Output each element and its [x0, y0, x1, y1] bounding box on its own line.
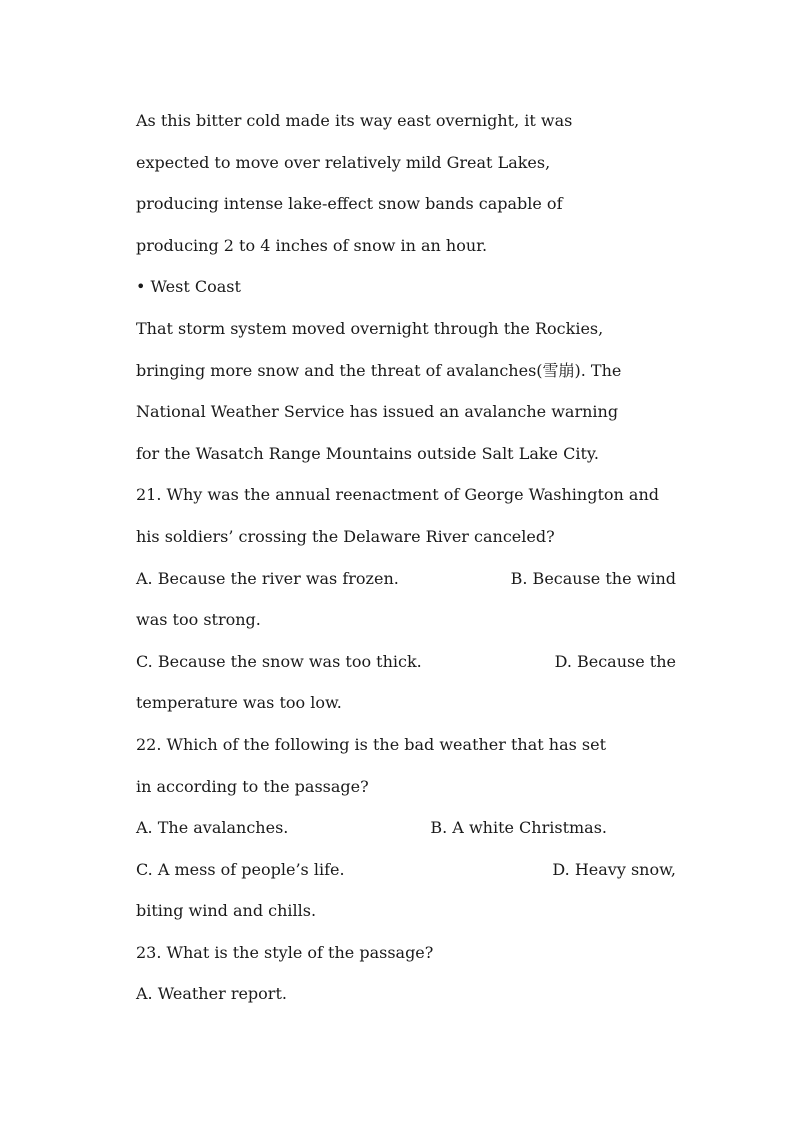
paragraph-line: producing 2 to 4 inches of snow in an hour.: [136, 235, 488, 255]
paragraph-line: National Weather Service has issued an avalanche warning: [136, 402, 619, 422]
paragraph-line: for the Wasatch Range Mountains outside Salt Lake City.: [136, 443, 599, 463]
option-d: D. Because the: [554, 651, 676, 671]
option-c: C. A mess of people’s life.: [136, 859, 345, 879]
paragraph-line: As this bitter cold made its way east overnight, it was: [136, 111, 573, 130]
question-23-text: 23. What is the style of the passage?: [136, 942, 434, 962]
option-d: D. Heavy snow,: [552, 859, 676, 879]
question-22-options-row: [136, 849, 676, 891]
option-d-continuation: biting wind and chills.: [136, 901, 317, 921]
question-21-options-row: [136, 641, 676, 683]
option-a: A. Because the river was frozen.: [136, 568, 399, 588]
option-c: C. Because the snow was too thick.: [136, 651, 422, 671]
question-21-options-row: [136, 558, 676, 600]
question-22-text: in according to the passage?: [136, 776, 369, 796]
question-21-text: 21. Why was the annual reenactment of George Washington and: [136, 485, 659, 505]
option-b-continuation: was too strong.: [136, 610, 261, 630]
option-b: B. Because the wind: [510, 568, 676, 588]
paragraph-line: expected to move over relatively mild Great Lakes,: [136, 152, 551, 172]
option-a: A. Weather report.: [136, 984, 287, 1004]
option-d-continuation: temperature was too low.: [136, 693, 342, 713]
question-22-options-row: [136, 807, 676, 849]
option-b: B. A white Christmas.: [430, 818, 608, 838]
paragraph-line: producing intense lake-effect snow bands capable of: [136, 194, 563, 214]
question-21-text: his soldiers’ crossing the Delaware River canceled?: [136, 526, 555, 546]
document-page: [136, 100, 676, 1015]
question-22-text: 22. Which of the following is the bad weather that has set: [136, 734, 607, 754]
paragraph-line: bringing more snow and the threat of avalanches(雪崩). The: [136, 360, 622, 380]
option-a: A. The avalanches.: [136, 818, 289, 838]
paragraph-line: That storm system moved overnight through the Rockies,: [136, 318, 604, 338]
section-heading: • West Coast: [136, 277, 241, 297]
